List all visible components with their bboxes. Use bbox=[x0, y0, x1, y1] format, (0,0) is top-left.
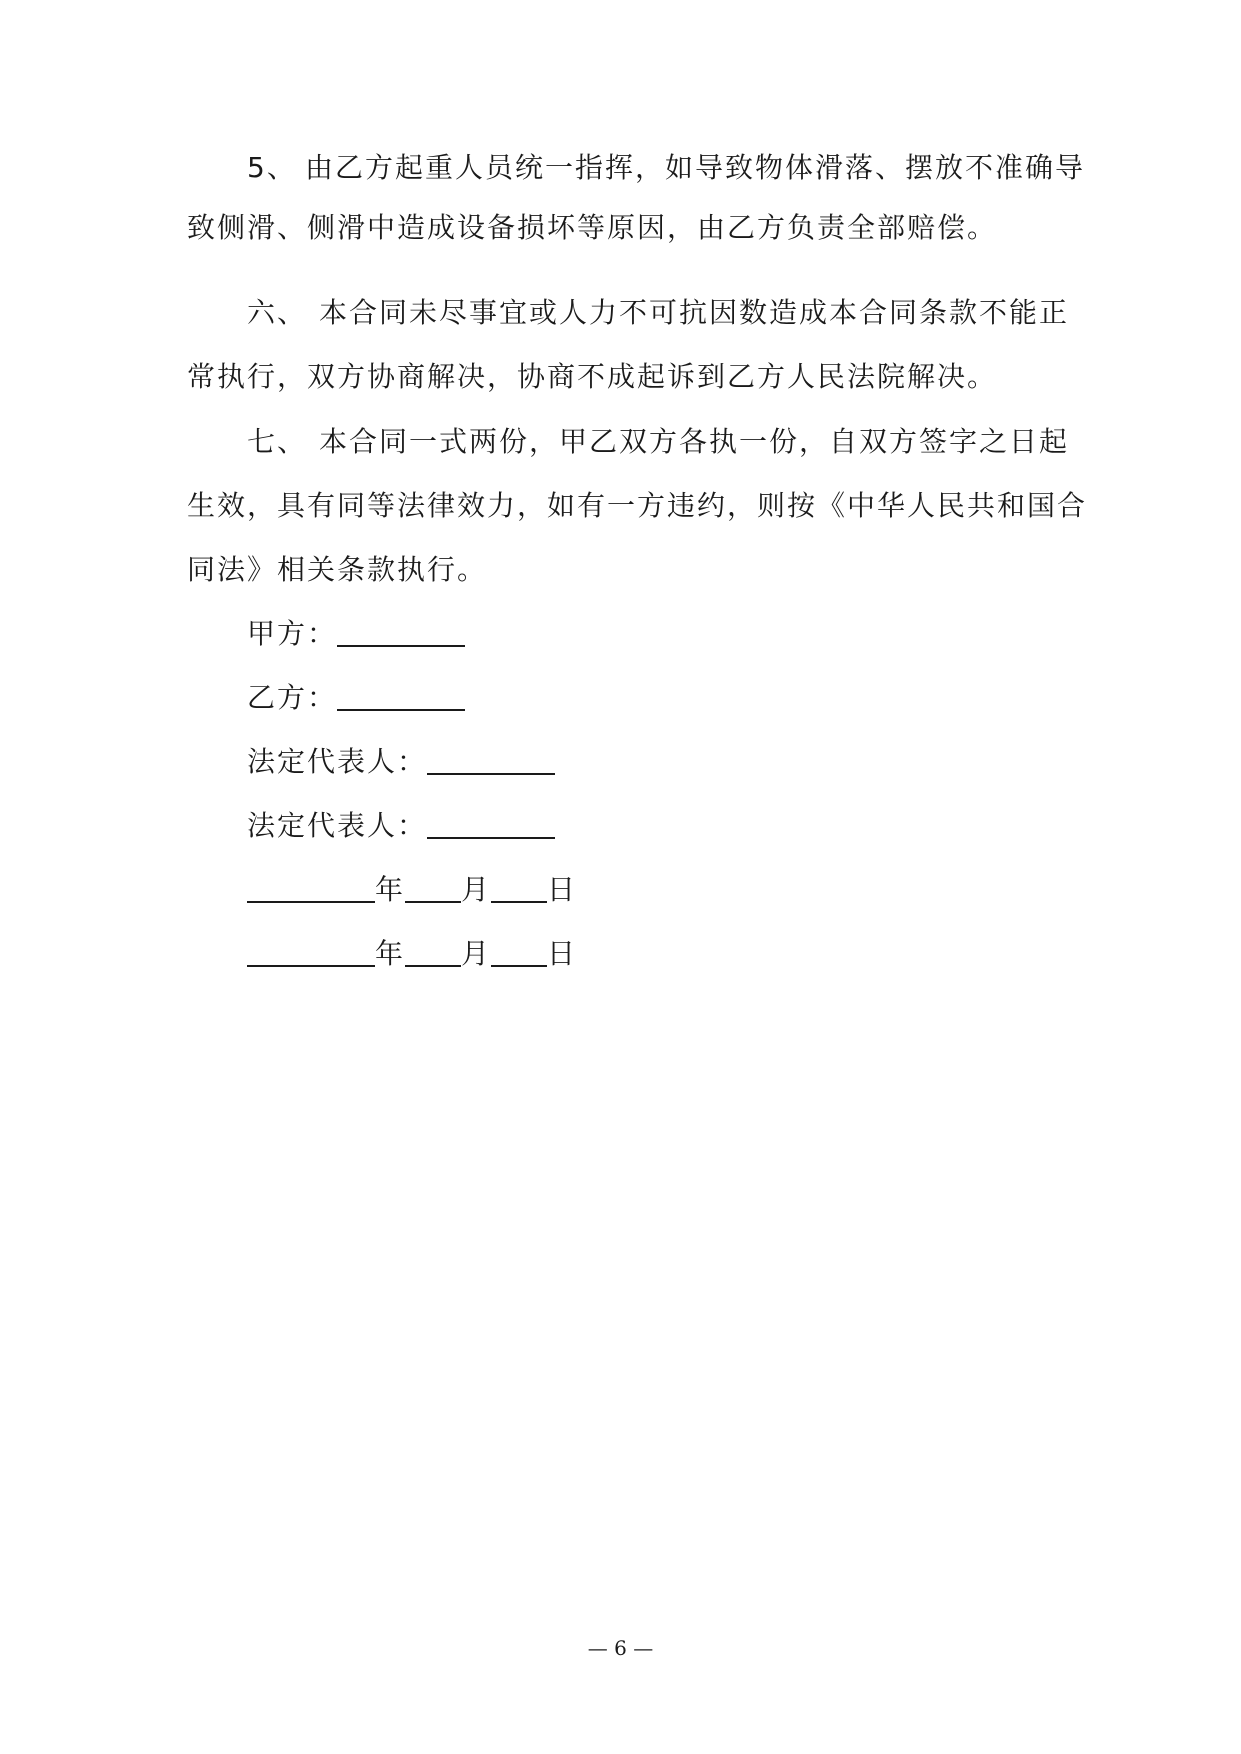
clause-text: 本合同一式两份，甲乙双方各执一份，自双方签字之日起 bbox=[319, 425, 1070, 458]
rep-b-label: 法定代表人： bbox=[247, 809, 428, 842]
clause-text: 本合同未尽事宜或人力不可抗因数造成本合同条款不能正 bbox=[319, 296, 1070, 329]
clause-text: 由乙方起重人员统一指挥，如导致物体滑落、摆放不准确导 bbox=[305, 151, 1086, 184]
date-b bbox=[247, 934, 577, 974]
year-blank[interactable] bbox=[247, 873, 375, 903]
year-blank[interactable] bbox=[247, 937, 375, 967]
party-a-blank[interactable] bbox=[337, 617, 465, 647]
party-b-signature bbox=[247, 678, 465, 718]
clause-6-line-2: 常执行，双方协商解决，协商不成起诉到乙方人民法院解决。 bbox=[187, 360, 998, 393]
month-blank[interactable] bbox=[405, 937, 461, 967]
year-label: 年 bbox=[375, 873, 406, 906]
day-blank[interactable] bbox=[491, 873, 547, 903]
year-label: 年 bbox=[375, 937, 406, 970]
rep-a-label: 法定代表人： bbox=[247, 745, 428, 778]
clause-5-line-2: 致侧滑、侧滑中造成设备损坏等原因，由乙方负责全部赔偿。 bbox=[187, 211, 998, 244]
rep-b-signature bbox=[247, 806, 555, 846]
month-label: 月 bbox=[461, 873, 492, 906]
day-blank[interactable] bbox=[491, 937, 547, 967]
rep-a-signature bbox=[247, 742, 555, 782]
day-label: 日 bbox=[547, 937, 578, 970]
clause-7-line-1 bbox=[247, 422, 1069, 462]
party-a-label: 甲方： bbox=[247, 617, 338, 650]
party-a-signature bbox=[247, 614, 465, 654]
day-label: 日 bbox=[547, 873, 578, 906]
clause-7-line-3: 同法》相关条款执行。 bbox=[187, 553, 488, 586]
clause-number: 5、 bbox=[247, 151, 297, 184]
month-label: 月 bbox=[461, 937, 492, 970]
page-number: — 6 — bbox=[587, 1636, 654, 1660]
rep-a-blank[interactable] bbox=[427, 745, 555, 775]
month-blank[interactable] bbox=[405, 873, 461, 903]
clause-6-line-1 bbox=[247, 293, 1069, 333]
clause-5-line-1 bbox=[247, 148, 1085, 188]
clause-number: 六、 bbox=[247, 296, 308, 329]
clause-7-line-2: 生效，具有同等法律效力，如有一方违约，则按《中华人民共和国合 bbox=[187, 489, 1088, 522]
clause-number: 七、 bbox=[247, 425, 308, 458]
party-b-label: 乙方： bbox=[247, 681, 338, 714]
date-a bbox=[247, 870, 577, 910]
rep-b-blank[interactable] bbox=[427, 809, 555, 839]
party-b-blank[interactable] bbox=[337, 681, 465, 711]
